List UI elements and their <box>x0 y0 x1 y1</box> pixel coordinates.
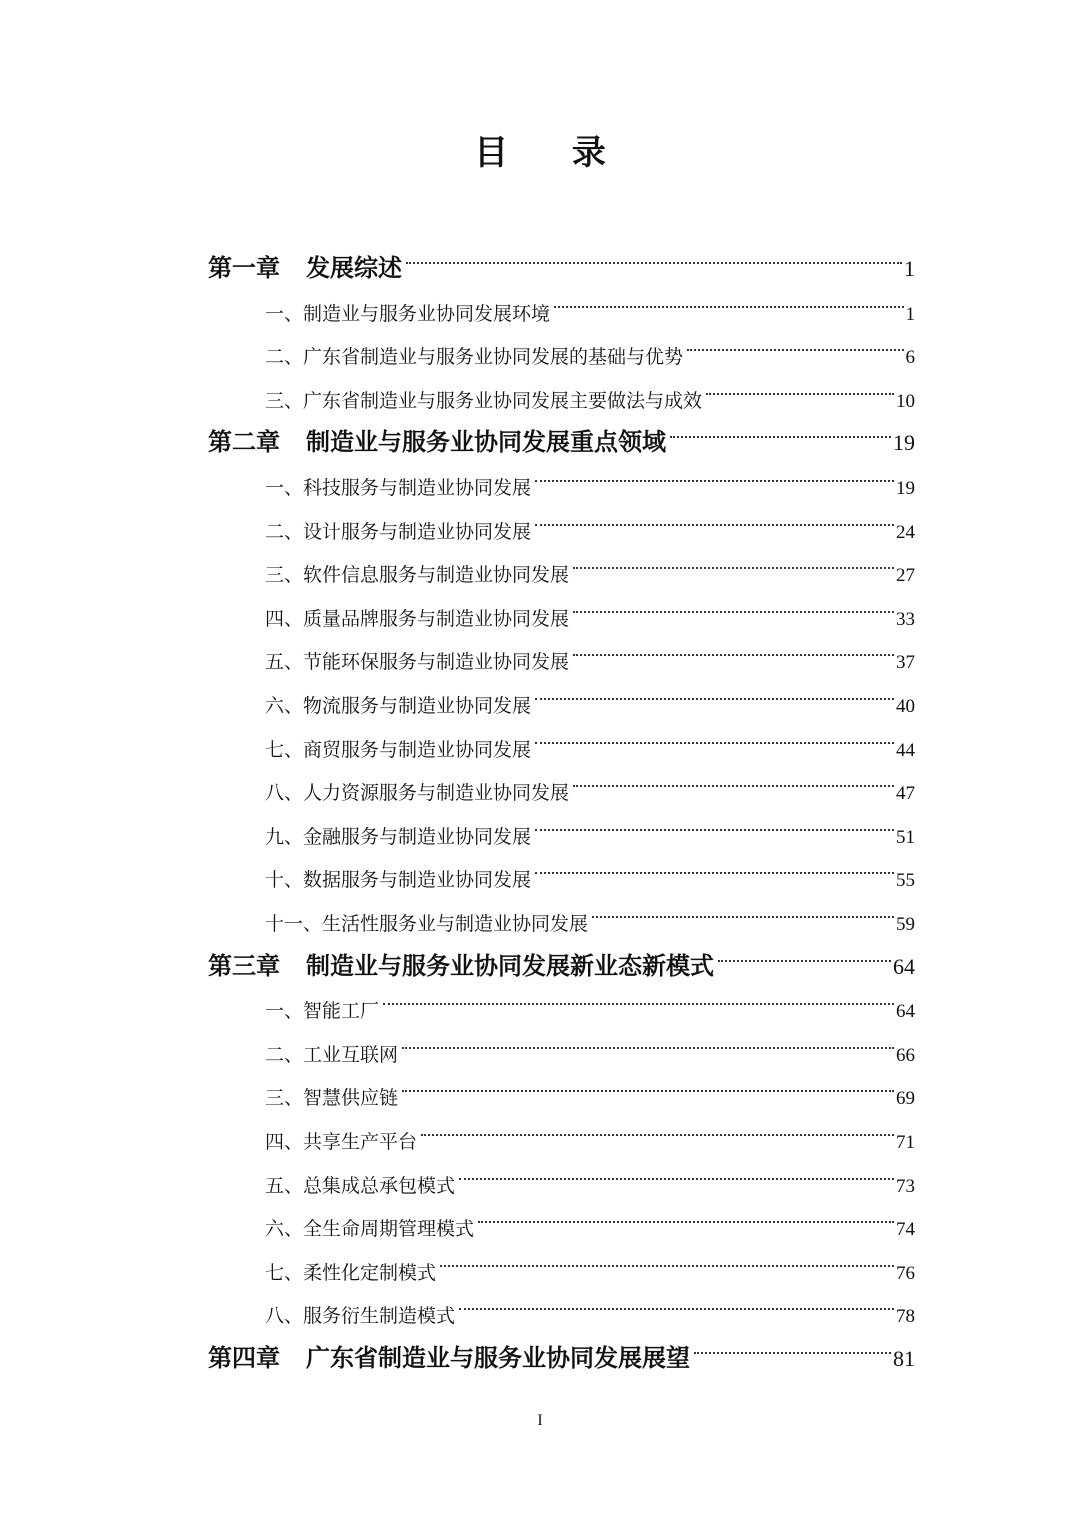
page-number: 64 <box>893 953 915 979</box>
toc-chapter-entry[interactable] <box>208 930 915 980</box>
dot-leader <box>440 1235 894 1279</box>
toc-section-entry[interactable] <box>265 450 915 499</box>
section-title: 五、节能环保服务与制造业协同发展 <box>265 651 570 674</box>
toc-section-entry[interactable] <box>265 581 915 630</box>
toc-section-entry[interactable] <box>265 537 915 587</box>
dot-leader <box>406 232 902 276</box>
section-title: 四、质量品牌服务与制造业协同发展 <box>265 607 570 630</box>
chapter-title: 制造业与服务业协同发展新业态新模式 <box>306 950 714 980</box>
dot-leader <box>573 581 894 625</box>
dot-leader <box>535 450 894 494</box>
page-number: 1 <box>905 303 915 325</box>
section-title: 四、共享生产平台 <box>265 1131 418 1153</box>
dot-leader <box>535 842 894 886</box>
toc-title: 目 录 <box>474 133 632 173</box>
section-title: 八、人力资源服务与制造业协同发展 <box>265 782 570 805</box>
dot-leader <box>535 799 894 843</box>
page-number: 74 <box>896 1219 915 1241</box>
toc-section-entry[interactable] <box>265 886 915 935</box>
section-title: 三、软件信息服务与制造业协同发展 <box>265 564 570 587</box>
section-title: 六、物流服务与制造业协同发展 <box>265 695 532 717</box>
dot-leader <box>573 537 894 581</box>
page-number: 59 <box>896 914 915 935</box>
section-title: 一、科技服务与制造业协同发展 <box>265 477 532 499</box>
section-title: 十、数据服务与制造业协同发展 <box>265 869 532 892</box>
toc-section-entry[interactable] <box>265 624 915 674</box>
section-title: 五、总集成总承包模式 <box>265 1174 456 1197</box>
dot-leader <box>459 1278 894 1322</box>
dot-leader <box>421 1104 894 1148</box>
section-title: 十一、生活性服务业与制造业协同发展 <box>265 913 589 935</box>
section-title: 九、金融服务与制造业协同发展 <box>265 825 532 848</box>
chapter-number: 第三章 <box>208 950 280 980</box>
toc-section-entry[interactable] <box>265 319 915 369</box>
section-title: 六、全生命周期管理模式 <box>265 1218 475 1241</box>
toc-section-entry[interactable] <box>265 842 915 892</box>
dot-leader <box>706 363 894 407</box>
toc-section-entry[interactable] <box>265 973 915 1023</box>
page-number: 19 <box>896 478 915 499</box>
chapter-number: 第二章 <box>208 427 280 457</box>
page-number: 1 <box>904 256 915 281</box>
toc-chapter-entry[interactable] <box>208 1322 915 1372</box>
section-title: 七、商贸服务与制造业协同发展 <box>265 738 532 761</box>
dot-leader <box>402 1060 894 1104</box>
dot-leader <box>670 406 891 450</box>
page-number: 76 <box>896 1262 915 1284</box>
dot-leader <box>535 494 894 538</box>
dot-leader <box>535 668 894 712</box>
dot-leader <box>402 1017 894 1061</box>
toc-section-entry[interactable] <box>265 668 915 717</box>
page-number: 27 <box>896 565 915 587</box>
toc-section-entry[interactable] <box>265 1017 915 1066</box>
page-number: 33 <box>896 608 915 630</box>
toc-section-entry[interactable] <box>265 494 915 543</box>
page-number: 69 <box>896 1088 915 1110</box>
toc-section-entry[interactable] <box>265 1278 915 1328</box>
page-number: 47 <box>896 783 915 805</box>
page-number: 51 <box>896 826 915 848</box>
dot-leader <box>592 886 894 930</box>
page-number: 64 <box>896 1001 915 1023</box>
dot-leader <box>459 1148 894 1192</box>
page-number: 6 <box>905 347 915 369</box>
dot-leader <box>573 624 894 668</box>
dot-leader <box>718 930 891 974</box>
page-number: 44 <box>896 739 915 761</box>
page-number: 73 <box>896 1175 915 1197</box>
page-number: 10 <box>896 390 915 412</box>
section-title: 二、广东省制造业与服务业协同发展的基础与优势 <box>265 346 684 369</box>
section-title: 二、设计服务与制造业协同发展 <box>265 520 532 543</box>
toc-section-entry[interactable] <box>265 1060 915 1110</box>
dot-leader <box>554 276 903 320</box>
section-title: 八、服务衍生制造模式 <box>265 1305 456 1328</box>
toc-section-entry[interactable] <box>265 712 915 761</box>
dot-leader <box>687 319 903 363</box>
toc-section-entry[interactable] <box>265 1148 915 1197</box>
toc-section-entry[interactable] <box>265 799 915 848</box>
dot-leader <box>694 1322 891 1366</box>
page-number: 71 <box>896 1132 915 1153</box>
section-title: 一、智能工厂 <box>265 1000 380 1023</box>
toc-section-entry[interactable] <box>265 755 915 805</box>
page-number-footer: I <box>537 1412 543 1429</box>
page-number: 55 <box>896 870 915 892</box>
page-number: 78 <box>896 1306 915 1328</box>
dot-leader <box>573 755 894 799</box>
chapter-title: 发展综述 <box>306 253 402 282</box>
page-number: 37 <box>896 652 915 674</box>
chapter-number: 第四章 <box>208 1343 280 1372</box>
toc-section-entry[interactable] <box>265 1104 915 1153</box>
toc-section-entry[interactable] <box>265 276 915 325</box>
section-title: 七、柔性化定制模式 <box>265 1261 437 1284</box>
toc-section-entry[interactable] <box>265 1191 915 1241</box>
dot-leader <box>535 712 894 756</box>
dot-leader <box>383 973 894 1017</box>
page-number: 40 <box>896 696 915 717</box>
page-number: 19 <box>893 430 915 456</box>
toc-section-entry[interactable] <box>265 363 915 412</box>
toc-section-entry[interactable] <box>265 1235 915 1284</box>
chapter-title: 制造业与服务业协同发展重点领域 <box>306 427 666 457</box>
page-number: 24 <box>896 521 915 543</box>
section-title: 一、制造业与服务业协同发展环境 <box>265 302 551 325</box>
section-title: 三、智慧供应链 <box>265 1087 399 1110</box>
page-number: 81 <box>893 1346 915 1371</box>
section-title: 三、广东省制造业与服务业协同发展主要做法与成效 <box>265 389 703 412</box>
page-number: 66 <box>896 1044 915 1066</box>
chapter-heading <box>208 1336 690 1380</box>
chapter-title: 广东省制造业与服务业协同发展展望 <box>306 1343 690 1372</box>
section-title: 二、工业互联网 <box>265 1043 399 1066</box>
dot-leader <box>478 1191 894 1235</box>
toc-chapter-entry[interactable] <box>208 232 915 282</box>
chapter-number: 第一章 <box>208 253 280 282</box>
toc-chapter-entry[interactable] <box>208 406 915 457</box>
